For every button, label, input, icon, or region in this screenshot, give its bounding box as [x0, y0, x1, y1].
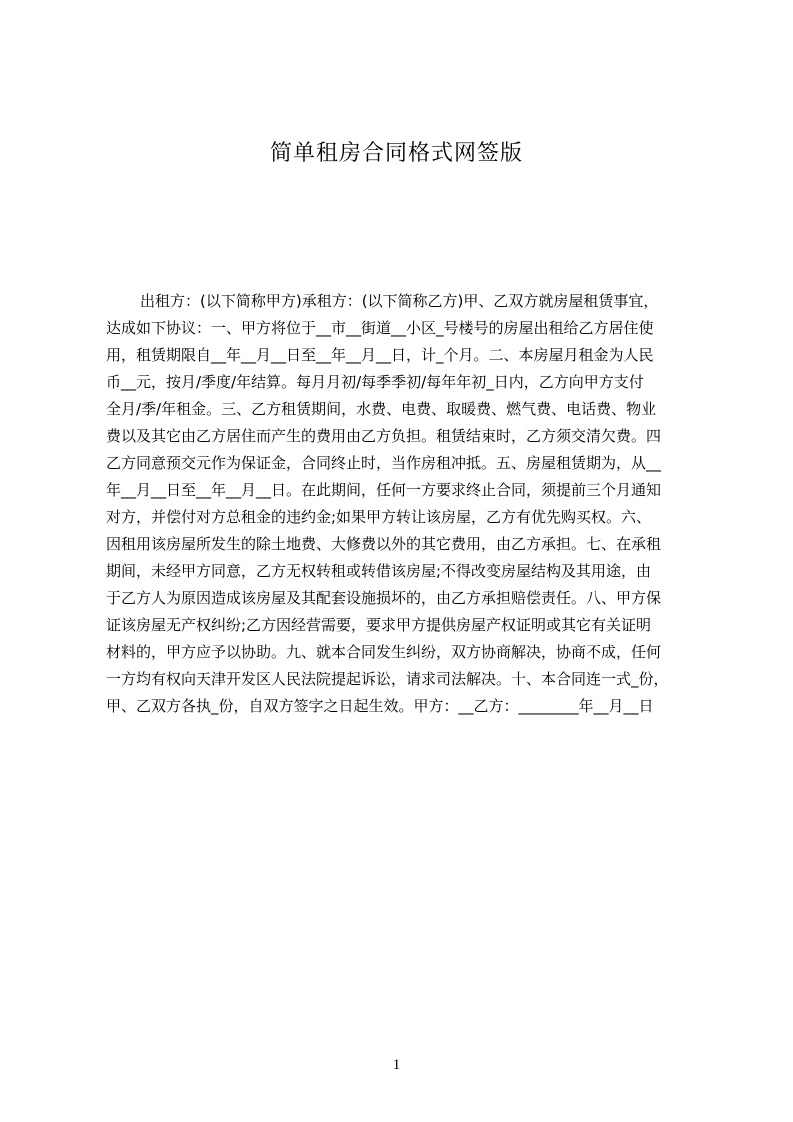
- document-title: 简单租房合同格式网签版: [269, 141, 523, 166]
- page-number: 1: [392, 1057, 401, 1073]
- body-line: 期间，未经甲方同意，乙方无权转租或转借该房屋;不得改变房屋结构及其用途，由: [106, 562, 652, 580]
- body-line: 一方均有权向天津开发区人民法院提起诉讼，请求司法解决。十、本合同连一式_份，: [106, 670, 669, 688]
- body-line: 证该房屋无产权纠纷;乙方因经营需要，要求甲方提供房屋产权证明或其它有关证明: [106, 616, 652, 634]
- body-line: 于乙方人为原因造成该房屋及其配套设施损坏的，由乙方承担赔偿责任。八、甲方保: [106, 589, 662, 607]
- body-line: 年__月__日至__年__月__日。在此期间，任何一方要求终止合同，须提前三个月通知: [106, 481, 662, 499]
- body-line: 甲、乙双方各执_份，自双方签字之日起生效。甲方：__乙方：________年__月__日: [106, 697, 654, 715]
- body-line: 全月/季/年租金。三、乙方租赁期间，水费、电费、取暖费、燃气费、电话费、物业: [106, 400, 657, 418]
- body-line: 材料的，甲方应予以协助。九、就本合同发生纠纷，双方协商解决，协商不成，任何: [106, 643, 662, 661]
- body-line: 用，租赁期限自__年__月__日至__年__月__日，计_个月。二、本房屋月租金为人民: [106, 346, 654, 364]
- body-line: 因租用该房屋所发生的除土地费、大修费以外的其它费用，由乙方承担。七、在承租: [106, 535, 662, 553]
- body-line: 对方，并偿付对方总租金的违约金;如果甲方转让该房屋，乙方有优先购买权。六、: [106, 508, 652, 526]
- body-line: 达成如下协议：一、甲方将位于__市__街道__小区_号楼号的房屋出租给乙方居住使: [106, 319, 654, 337]
- body-line: 出租方：(以下简称甲方)承租方：(以下简称乙方)甲、乙双方就房屋租赁事宜，: [140, 292, 659, 310]
- body-line: 费以及其它由乙方居住而产生的费用由乙方负担。租赁结束时，乙方须交清欠费。四: [106, 427, 662, 445]
- body-line: 乙方同意预交元作为保证金，合同终止时，当作房租冲抵。五、房屋租赁期为，从__: [106, 454, 662, 472]
- body-line: 币__元，按月/季度/年结算。每月月初/每季季初/每年年初_日内，乙方向甲方支付: [106, 373, 644, 391]
